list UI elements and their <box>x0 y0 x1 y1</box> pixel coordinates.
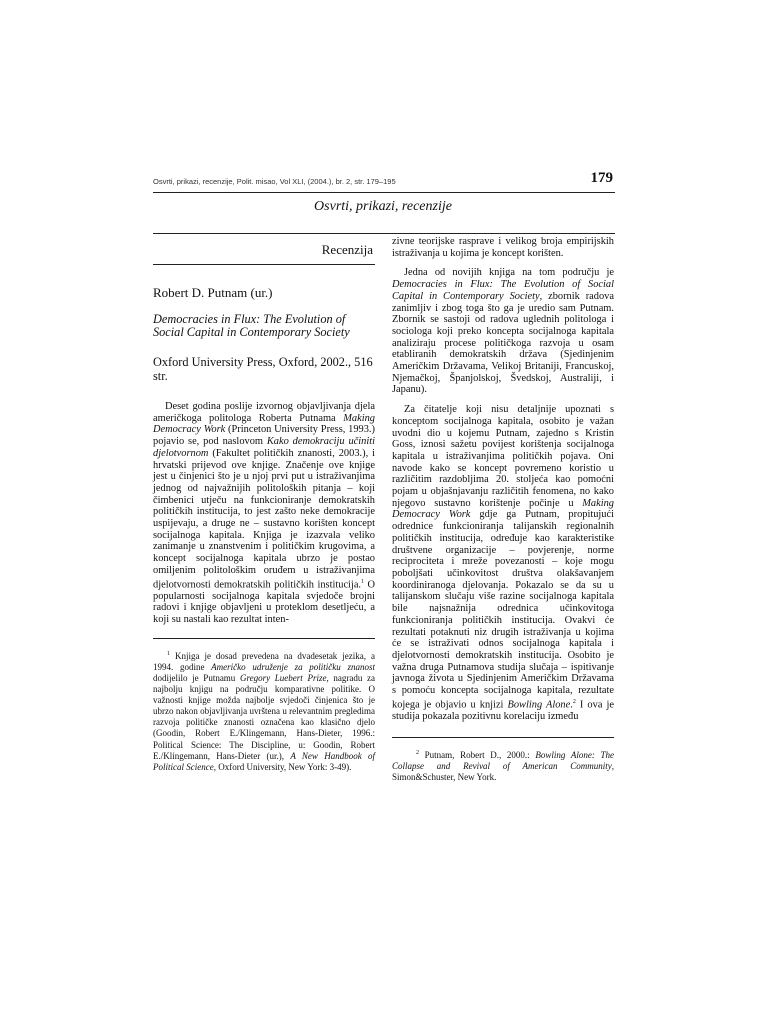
book-reference: Democracies in Flux: The Evolution of Social Capital in Contemporary Society <box>392 279 614 302</box>
text-span: Putnam, Robert D., 2000.: <box>419 749 536 760</box>
running-header: Osvrti, prikazi, recenzije, Polit. misao, Vol XLI, (2004.), br. 2, str. 179–195 <box>153 177 396 186</box>
text-span: dodijelilo je Putnamu <box>153 673 240 684</box>
text-span: (Fakultet političkih znanosti, 2003.), i hrvatski prijevod ove knjige. Značenje ove knjige jest u činjenici što je u njoj prvi put u istraživanjima jednog od najvažnijih politoloških pitanja – koji čimbenici utječu na funkcioniranje demokratskih političkih institucija, to jest zašto neke demokracije uspijevaju, a druge ne – sustavno korišten koncept socijalnoga kapitala. Knjiga je izazvala veliko zanimanje u znanstvenim i političkim krugovima, a koncept socijalnoga kapitala ubrzo je postao omiljenim politološkim oruđem u istraživanjima djelotvornosti demokratskih političkih institucija. <box>153 447 375 591</box>
text-span: . <box>570 699 573 711</box>
footnote-marker: 2 <box>572 698 576 705</box>
text-span: (Princeton University Press, 1993.) pojavio se, pod naslovom <box>153 424 375 448</box>
book-reference: Making Democracy Work <box>392 497 614 521</box>
italic-reference: Gregory Luebert Prize <box>239 673 327 684</box>
text-span: Jedna od novijih knjiga na tom području je <box>404 267 614 279</box>
review-body-left <box>153 401 375 626</box>
footnote-rule <box>153 638 375 639</box>
footnote-number: 1 <box>167 650 170 657</box>
book-reference: Making Democracy Work <box>153 412 375 436</box>
text-span: Knjiga je dosad prevedena na dvadesetak jezika, a 1994. godine <box>153 650 375 672</box>
section-title: Osvrti, prikazi, recenzije <box>314 199 452 214</box>
text-span: , zbornik radova zanimljiv i zbog toga što ga je uredio sam Putnam. Zbornik se sastoji od radova uglednih politologa i sociologa koji preko koncepta socijalnoga kapitala analiziraju procese političkoga razvoja u osam etabliranih demokratskih država (Sjedinjenim Američkim Državama, Velikoj Britaniji, Francuskoj, Njemačkoj, Španjolskoj, Švedskoj, Australiji, i Japanu). <box>392 290 614 396</box>
text-span: Deset godina poslije izvornog objavljivanja djela američkoga politologa Roberta Putnama <box>153 401 375 424</box>
book-reference: Bowling Alone <box>507 699 571 711</box>
section-rule <box>153 233 615 234</box>
paragraph-2 <box>392 267 614 396</box>
italic-reference: A New Handbook of Political Science <box>153 750 375 772</box>
footnote-rule <box>392 737 614 738</box>
book-author: Robert D. Putnam (ur.) <box>153 285 273 300</box>
footnote-marker: 1 <box>361 578 365 585</box>
text-span: , Oxford University, New York: 3-49). <box>213 761 352 772</box>
paragraph-3 <box>392 404 614 722</box>
footnote-1 <box>153 649 375 773</box>
footnote-number: 2 <box>416 749 419 756</box>
continuation-paragraph: zivne teorijske rasprave i velikog broja empirijskih istraživanja u kojima je koncept korišten. <box>392 236 614 259</box>
review-label-rule <box>153 264 375 265</box>
text-span: I ova je studija pokazala pozitivnu korelaciju između <box>392 699 614 722</box>
italic-reference: Američko udruženje za političku znanost <box>211 661 375 672</box>
footnote-2 <box>392 748 614 783</box>
text-span: Za čitatelje koji nisu detaljnije upoznati s konceptom socijalnoga kapitala, osobito je važan uvodni dio u kojemu Putnam, zajedno s Kristin Goss, iznosi sažetu povijest korištenja socijalnoga kapitala u istraživanjima političkih pojava. Oni navode kako se koncept povremeno koristio u različitim razdobljima 20. stoljeća kao pomoćni pojam u objašnjavanju različitih fenomena, no kako njegovo sustavno korištenje počinje u <box>392 404 614 509</box>
text-span: , Simon&Schuster, New York. <box>392 760 614 782</box>
book-publisher: Oxford University Press, Oxford, 2002., 516 str. <box>153 355 373 383</box>
review-label: Recenzija <box>321 242 373 257</box>
book-title: Democracies in Flux: The Evolution of Social Capital in Contemporary Society <box>153 312 350 339</box>
page-number: 179 <box>590 170 613 186</box>
review-body-right <box>392 236 614 723</box>
text-span: O popularnosti socijalnoga kapitala svjedoče brojni radovi i knjige objavljeni u proteklom desetljeću, a koji su nastali kao rezultat inten- <box>153 579 375 626</box>
paragraph-1 <box>153 401 375 626</box>
book-reference: Kako demokraciju učiniti djelotvornom <box>153 436 375 459</box>
text-span: gdje ga Putnam, propitujući odrednice funkcioniranja talijanskih regionalnih političkih institucija, određuje kao karakteristike društvene organizacije – povjerenje, norme reciprociteta i mreže povezanosti – koje mogu poboljšati učinkovitost društva olakšavanjem koordiniranoga djelovanja. Pokazalo se da su u talijanskom slučaju više razine socijalnoga kapitala bile najsnažnija odrednica učinkovitoga funkcioniranja političkih institucija. Ovakvi će rezultati potaknuti niz drugih istraživanja u kojima će se istraživati odnos socijalnoga kapitala i djelotvornosti demokratskih institucija. Osobito je važna druga Putnamova studija slučaja – ispitivanje javnoga života u Sjedinjenim Američkim Državama s pomoću koncepta socijalnoga kapitala, rezultate kojega je objavio u knjizi <box>392 509 615 711</box>
left-column <box>153 242 375 773</box>
header-rule <box>153 192 615 193</box>
right-column <box>392 236 614 783</box>
italic-reference: Bowling Alone: The Collapse and Revival of American Community <box>392 749 614 771</box>
text-span: , nagradu za najbolju knjigu na području komparativne politike. O važnosti knjige možda najbolje svjedoči činjenica što je ubrzo nakon objavljivanja uvrštena u relevantnim pregledima razvoja političke znanosti označena kao klasično djelo (Goodin, Robert E./Klingemann, Hans-Dieter, 1996.: Political Science: The Discipline, u: Goodin, Robert E./Klingemann, Hans-Dieter (ur.), <box>153 673 375 761</box>
